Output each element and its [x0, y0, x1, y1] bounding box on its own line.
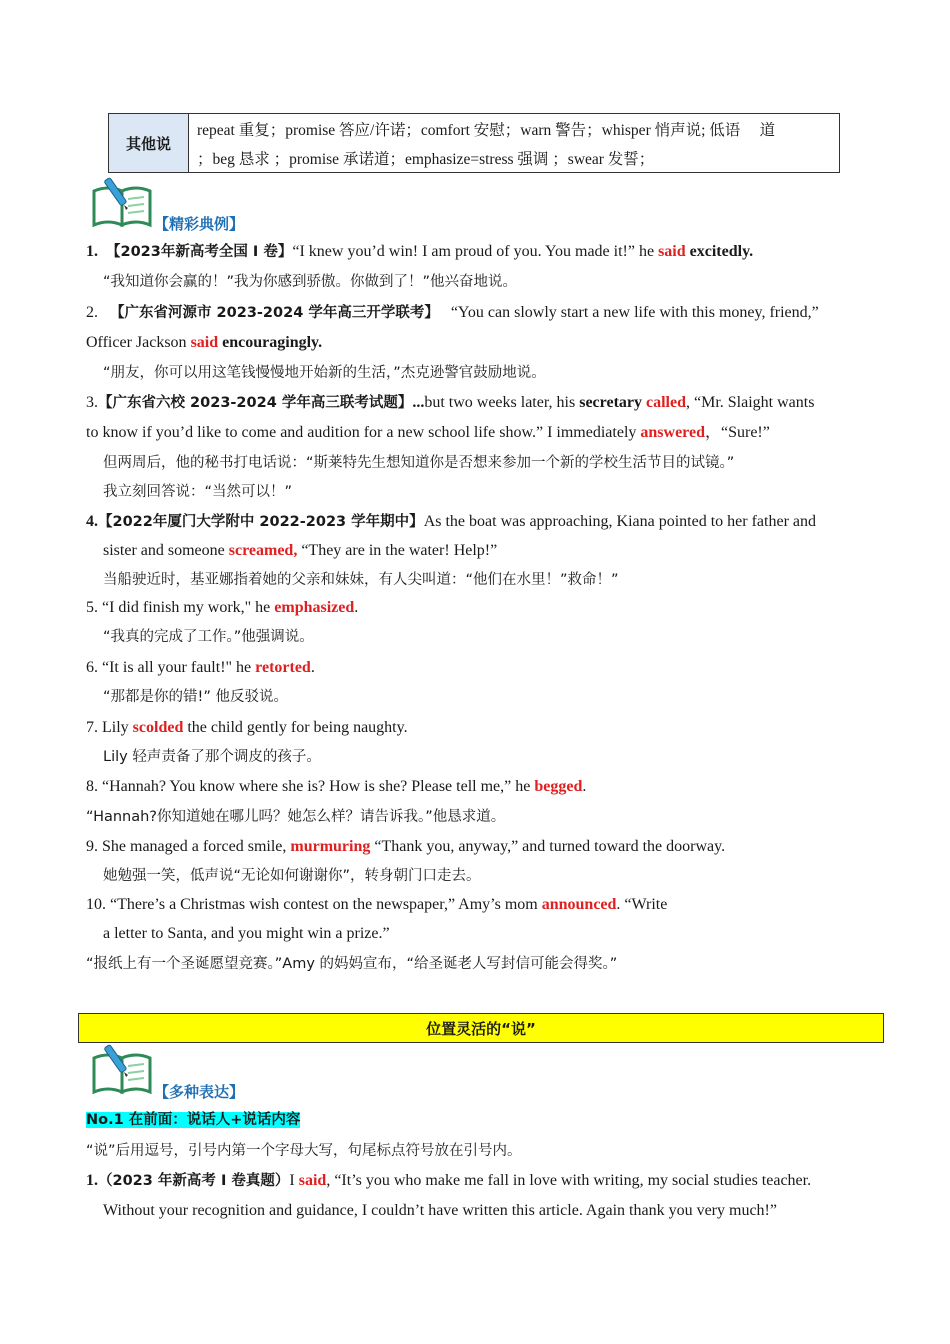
example-1-translation: “我知道你会赢的！”我为你感到骄傲。你做到了！”他兴奋地说。 — [103, 274, 518, 290]
rule-text: “说”后用逗号，引号内第一个字母大写，句尾标点符号放在引号内。 — [86, 1143, 522, 1159]
example-10: 10. “There’s a Christmas wish contest on the newspaper,” Amy’s mom announced. “Write — [86, 896, 668, 913]
example-10-line-2: a letter to Santa, and you might win a prize.” — [103, 925, 390, 942]
section-label-expressions: 【多种表达】 — [154, 1083, 245, 1101]
expression-example-1-line-2: Without your recognition and guidance, I couldn’t have written this article. Again thank you very much!” — [103, 1202, 777, 1219]
section-label-examples: 【精彩典例】 — [154, 215, 245, 233]
table-line-2: ；beg 恳求 ；promise 承诺道；emphasize=stress 强调 ；swear 发誓； — [197, 151, 655, 168]
example-9-translation: 她勉强一笑，低声说“无论如何谢谢你”，转身朝门口走去。 — [103, 868, 481, 884]
example-9: 9. She managed a forced smile, murmuring “Thank you, anyway,” and turned toward the doorway. — [86, 838, 726, 855]
example-3-translation: 但两周后，他的秘书打电话说：“斯莱特先生想知道你是否想来参加一个新的学校生活节目的试镜。” — [103, 455, 735, 471]
example-8-translation: “Hannah?你知道她在哪儿吗？她怎么样？请告诉我。”他恳求道。 — [86, 809, 506, 825]
example-2-translation: “朋友，你可以用这笔钱慢慢地开始新的生活，”杰克逊警官鼓励地说。 — [103, 365, 546, 381]
expression-example-1: 1.（2023 年新高考 I 卷真题）I said, “It’s you who make me fall in love with writing, my social studies teacher. — [86, 1172, 812, 1189]
speech-verb: emphasized — [274, 599, 355, 616]
speech-verb: called — [646, 394, 686, 411]
speech-verb: scolded — [132, 719, 184, 736]
example-source: 【2023年新高考全国 I 卷】 — [106, 244, 293, 260]
example-7: 7. Lily scolded the child gently for being naughty. — [86, 719, 408, 736]
table-content-cell — [189, 114, 839, 172]
example-source: 【广东省六校 2023-2024 学年高三联考试题】 — [98, 395, 413, 411]
open-book-pen-icon — [90, 1042, 156, 1096]
example-num: 1. — [86, 243, 98, 260]
table-header-cell: 其他说 — [109, 114, 189, 172]
section-banner: 位置灵活的“说” — [78, 1013, 884, 1043]
verbs-table — [108, 113, 840, 173]
speech-verb: answered — [640, 424, 705, 441]
example-4-translation: 当船驶近时，基亚娜指着她的父亲和妹妹，有人尖叫道：“他们在水里！”救命！” — [103, 572, 619, 588]
example-4: 4.【2022年厦门大学附中 2022-2023 学年期中】As the boat was approaching, Kiana pointed to her father and — [86, 513, 816, 530]
example-5-translation: “我真的完成了工作。”他强调说。 — [103, 629, 314, 645]
speech-verb: said — [190, 334, 219, 351]
highlighted-heading: No.1 在前面：说话人+说话内容 — [86, 1112, 301, 1128]
example-7-translation: Lily 轻声责备了那个调皮的孩子。 — [103, 749, 321, 765]
example-3-translation-2: 我立刻回答说：“当然可以！” — [103, 484, 293, 500]
example-3-line-2: to know if you’d like to come and audition for a new school life show.” I immediately answered，“Sure!” — [86, 424, 770, 441]
speech-verb: murmuring — [290, 838, 371, 855]
speech-verb: announced — [541, 896, 617, 913]
example-8: 8. “Hannah? You know where she is? How is she? Please tell me,” he begged. — [86, 778, 587, 795]
example-6-translation: “那都是你的错!” 他反驳说。 — [103, 689, 288, 705]
example-source: 【2022年厦门大学附中 2022-2023 学年期中】 — [98, 514, 424, 530]
speech-verb: said — [658, 243, 686, 260]
example-5: 5. “I did finish my work," he emphasized. — [86, 599, 359, 616]
example-6: 6. “It is all your fault!" he retorted. — [86, 659, 315, 676]
speech-verb: retorted — [255, 659, 311, 676]
example-10-translation: “报纸上有一个圣诞愿望竞赛。”Amy 的妈妈宣布，“给圣诞老人写封信可能会得奖。” — [86, 956, 618, 972]
example-2-line-2: Officer Jackson said encouragingly. — [86, 334, 323, 351]
speech-verb: said — [298, 1172, 327, 1189]
speech-verb: screamed, — [228, 542, 298, 559]
example-source: （2023 年新高考 I 卷真题） — [98, 1173, 290, 1189]
table-line-1: repeat 重复；promise 答应/许诺；comfort 安慰；warn 警告；whisper 悄声说; 低语 道 — [197, 122, 776, 139]
example-source: 【广东省河源市 2023-2024 学年高三开学联考】 — [110, 305, 439, 321]
example-2: 2. 【广东省河源市 2023-2024 学年高三开学联考】 “You can slowly start a new life with this money, friend,” — [86, 304, 819, 321]
example-4-line-2: sister and someone screamed, “They are in the water! Help!” — [103, 542, 498, 559]
rule-heading — [86, 1109, 300, 1131]
speech-verb: begged — [534, 778, 583, 795]
open-book-pen-icon — [90, 175, 156, 229]
example-3: 3.【广东省六校 2023-2024 学年高三联考试题】...but two weeks later, his secretary called, “Mr. Slaight wants — [86, 394, 815, 411]
example-1: 1. 【2023年新高考全国 I 卷】“I knew you’d win! I am proud of you. You made it!” he said excitedly. — [86, 243, 754, 260]
